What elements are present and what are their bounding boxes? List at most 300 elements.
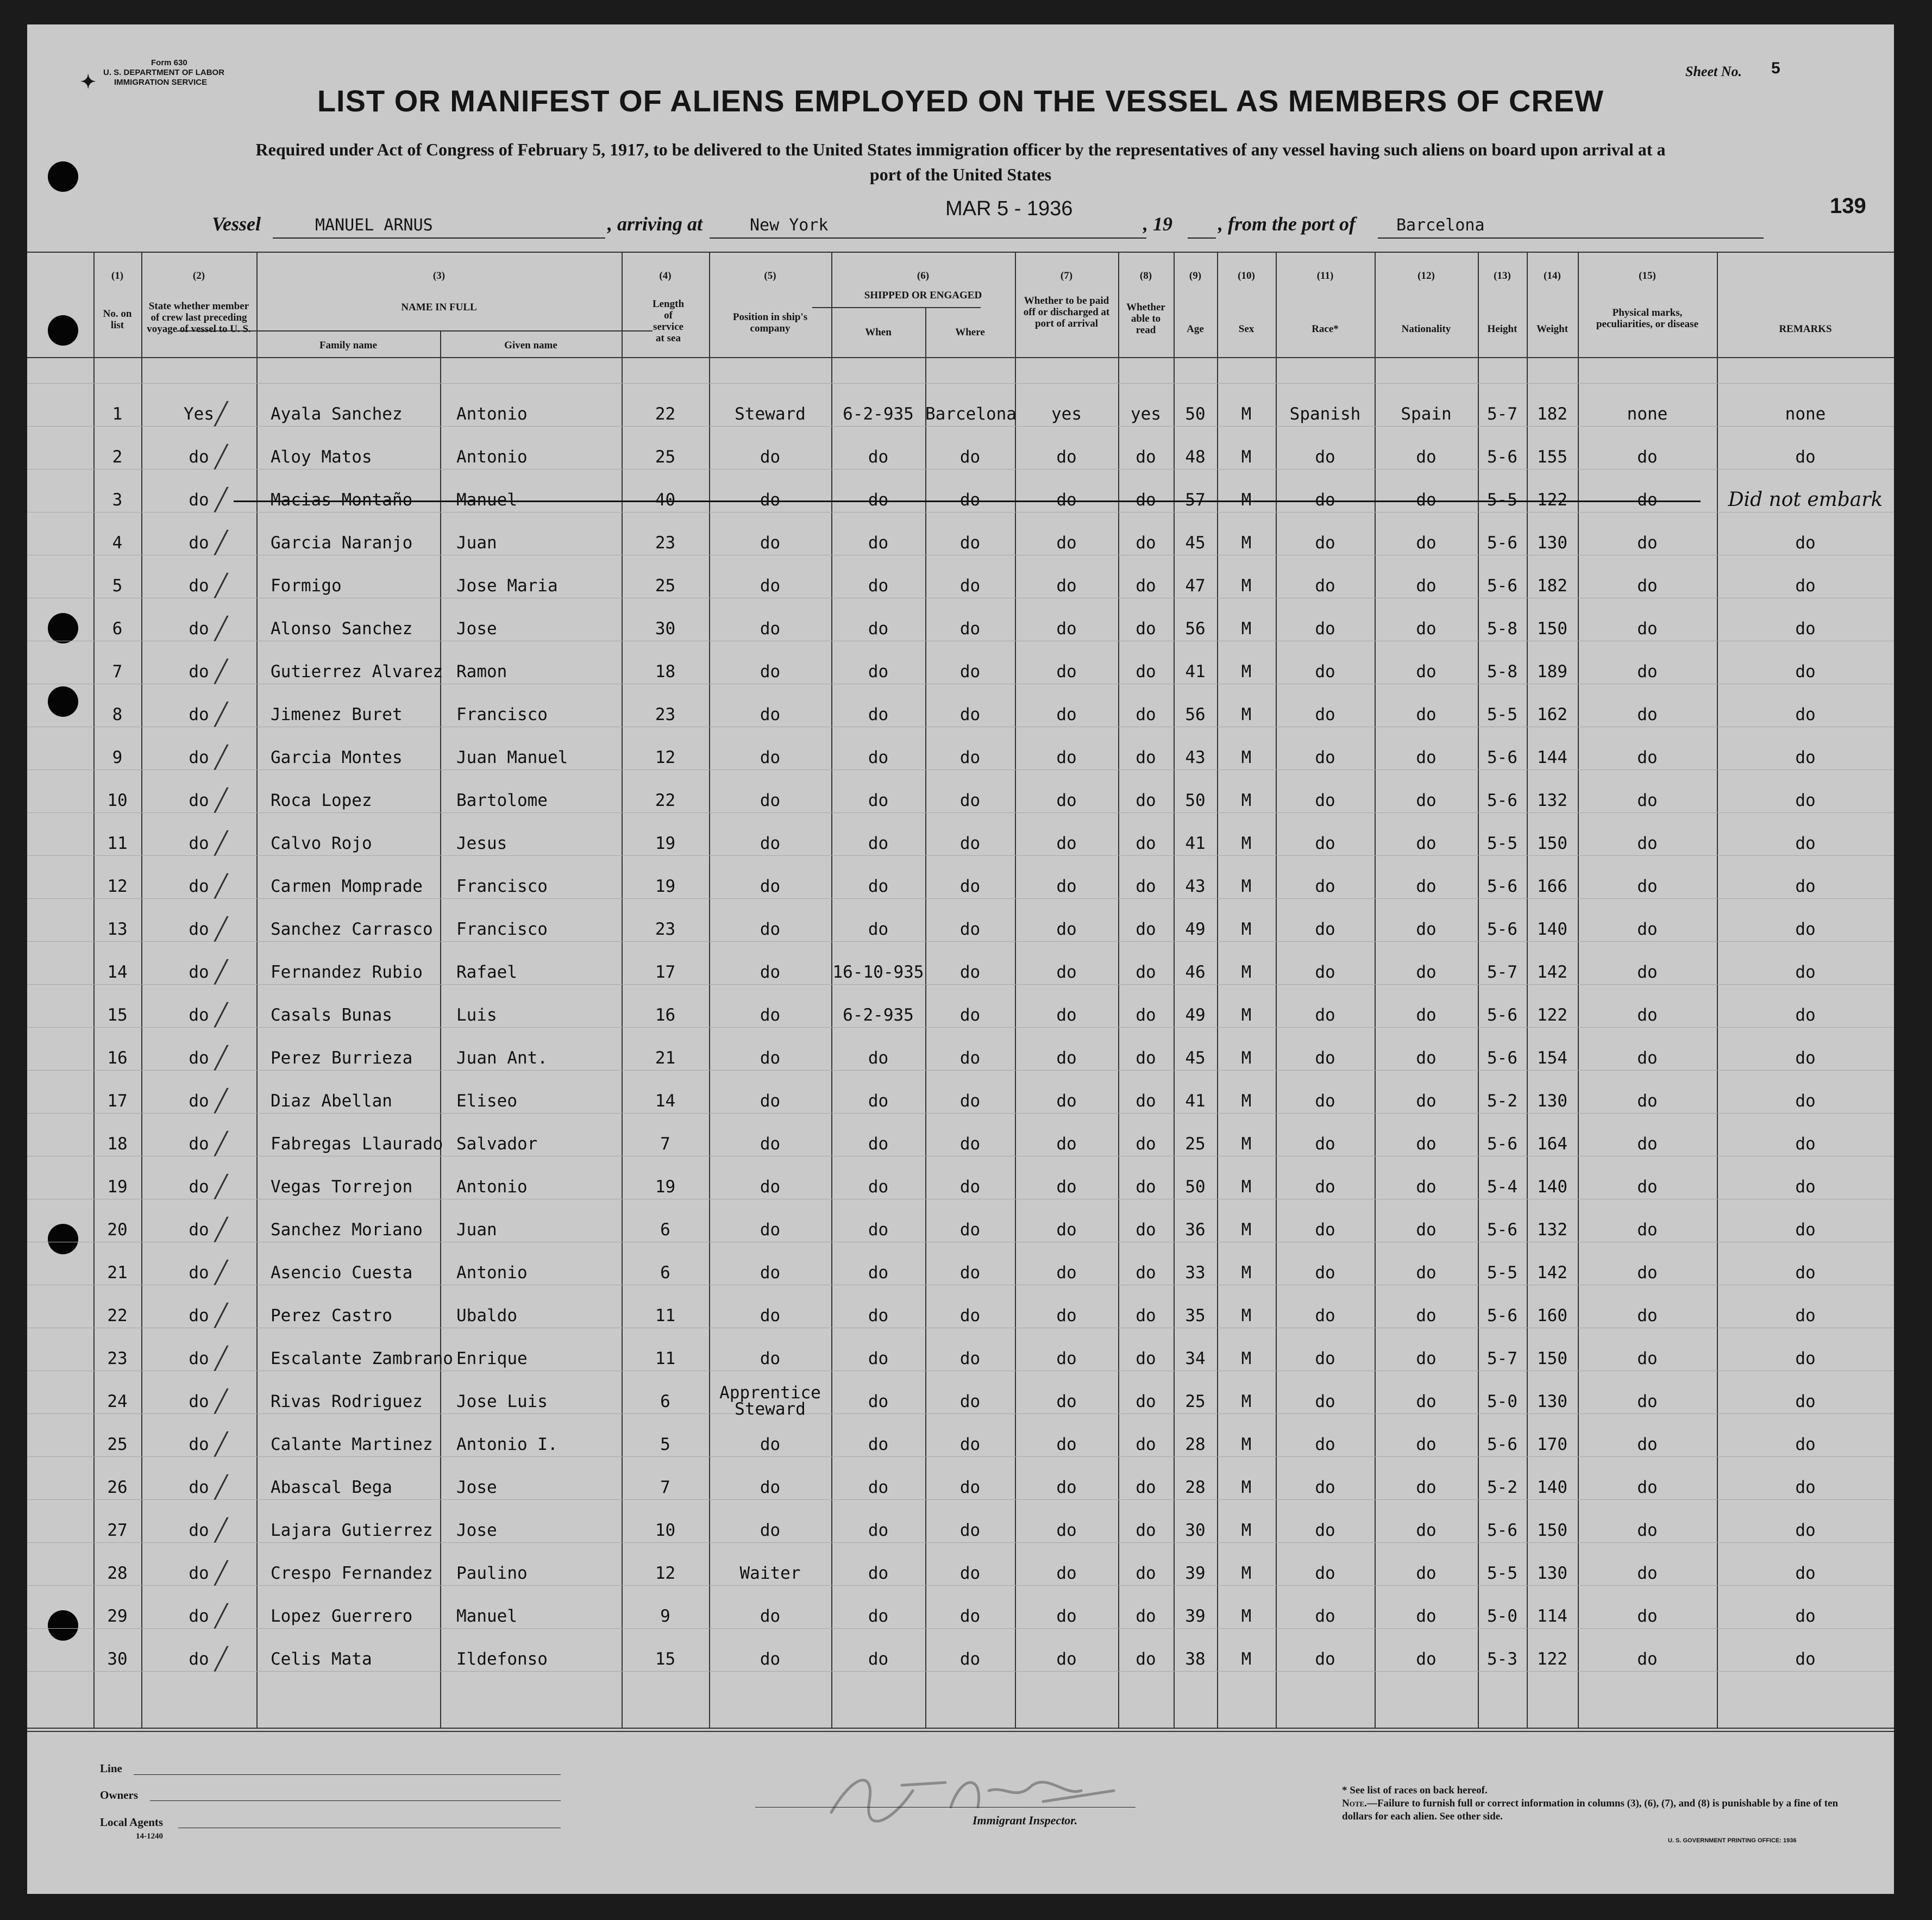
cell-previous-voyage: do [189, 705, 209, 724]
cell-family-name: Diaz Abellan [271, 1091, 392, 1111]
cell-height: 5-6 [1487, 533, 1517, 553]
cell-able-to-read: do [1136, 619, 1156, 639]
cell-nationality: do [1416, 1435, 1437, 1454]
cell-nationality: do [1416, 1177, 1437, 1197]
cell-ship-position: do [760, 619, 781, 639]
cell-height: 5-6 [1487, 1220, 1517, 1240]
cell-engaged-when: do [868, 1521, 889, 1540]
cell-given-name: Jose [456, 1478, 497, 1497]
cell-given-name: Antonio [456, 1177, 528, 1197]
cell-engaged-when: do [868, 1306, 889, 1325]
cell-sex: M [1241, 920, 1252, 939]
cell-engaged-where: do [959, 1048, 981, 1068]
cell-age: 39 [1185, 1606, 1206, 1626]
cell-nationality: do [1416, 1521, 1437, 1540]
line-label: Line [100, 1762, 122, 1775]
cell-physical-marks: do [1637, 533, 1658, 553]
cell-paid-off: do [1056, 1048, 1077, 1068]
year-label: , 19 [1143, 213, 1172, 235]
cell-engaged-where: do [959, 748, 981, 767]
col-12-number: (12) [1417, 270, 1435, 282]
check-mark-icon: ╱ [215, 1561, 228, 1585]
cell-years-at-sea: 7 [660, 1134, 670, 1154]
cell-ship-position: do [760, 1606, 781, 1626]
check-mark-icon: ╱ [215, 617, 228, 641]
cell-engaged-when: do [868, 748, 889, 767]
manifest-sheet [27, 24, 1894, 1894]
cell-weight: 132 [1537, 1220, 1567, 1240]
cell-ship-position: do [760, 791, 781, 810]
cell-race: do [1315, 1478, 1335, 1497]
cell-given-name: Jesus [456, 834, 507, 853]
cell-remarks: do [1795, 1263, 1816, 1283]
cell-sex: M [1241, 1005, 1252, 1025]
cell-able-to-read: do [1136, 1177, 1156, 1197]
cell-engaged-when: 16-10-935 [832, 962, 924, 982]
cell-engaged-when: do [868, 1177, 889, 1197]
cell-engaged-when: do [868, 1048, 889, 1068]
cell-nationality: do [1416, 1220, 1437, 1240]
cell-race: do [1315, 748, 1335, 767]
cell-physical-marks: do [1637, 662, 1658, 681]
cell-race: do [1315, 1220, 1335, 1240]
cell-family-name: Garcia Naranjo [271, 533, 413, 553]
cell-physical-marks: do [1637, 1048, 1658, 1068]
cell-weight: 140 [1537, 920, 1567, 939]
cell-race: do [1315, 1521, 1335, 1540]
cell-remarks: do [1795, 834, 1816, 853]
cell-family-name: Casals Bunas [271, 1005, 392, 1025]
cell-able-to-read: do [1136, 1134, 1156, 1154]
cell-row-number: 15 [107, 1005, 128, 1025]
cell-row-number: 24 [107, 1392, 128, 1411]
cell-years-at-sea: 22 [655, 791, 676, 810]
cell-remarks: do [1795, 533, 1816, 553]
cell-paid-off: yes [1051, 404, 1082, 424]
cell-row-number: 1 [112, 404, 123, 424]
cell-height: 5-5 [1487, 490, 1517, 510]
cell-paid-off: do [1056, 1134, 1077, 1154]
cell-ship-position: do [760, 1521, 781, 1540]
cell-row-number: 14 [107, 962, 128, 982]
cell-physical-marks: none [1627, 404, 1668, 424]
col-5-header: Position in ship's company [732, 311, 808, 334]
cell-height: 5-3 [1487, 1649, 1517, 1669]
cell-paid-off: do [1056, 447, 1077, 467]
cell-family-name: Celis Mata [271, 1649, 372, 1669]
cell-years-at-sea: 6 [660, 1220, 670, 1240]
cell-height: 5-0 [1487, 1606, 1517, 1626]
eagle-seal-icon: ✦ [80, 72, 96, 92]
cell-nationality: do [1416, 1563, 1437, 1583]
cell-previous-voyage: do [189, 1563, 209, 1583]
cell-race: do [1315, 1306, 1335, 1325]
cell-weight: 160 [1537, 1306, 1567, 1325]
cell-years-at-sea: 22 [655, 404, 676, 424]
cell-sex: M [1241, 533, 1252, 553]
cell-physical-marks: do [1637, 705, 1658, 724]
cell-previous-voyage: do [189, 791, 209, 810]
cell-given-name: Antonio [456, 1263, 528, 1283]
cell-engaged-where: do [959, 705, 981, 724]
check-mark-icon: ╱ [215, 1475, 228, 1499]
cell-family-name: Jimenez Buret [271, 705, 403, 724]
col-13-number: (13) [1494, 270, 1511, 282]
cell-family-name: Calvo Rojo [271, 834, 372, 853]
cell-row-number: 25 [107, 1435, 128, 1454]
cell-physical-marks: do [1637, 1005, 1658, 1025]
cell-able-to-read: do [1136, 1606, 1156, 1626]
cell-given-name: Antonio [456, 447, 528, 467]
cell-ship-position: Steward [735, 404, 806, 424]
col-2-number: (2) [192, 270, 205, 282]
cell-remarks: do [1795, 1606, 1816, 1626]
cell-height: 5-4 [1487, 1177, 1517, 1197]
cell-able-to-read: do [1136, 1091, 1156, 1111]
cell-remarks: do [1795, 1649, 1816, 1669]
check-mark-icon: ╱ [215, 1433, 228, 1456]
cell-nationality: do [1416, 1478, 1437, 1497]
arriving-label: , arriving at [607, 213, 703, 235]
cell-years-at-sea: 19 [655, 1177, 676, 1197]
cell-given-name: Francisco [456, 705, 548, 724]
cell-engaged-where: do [959, 962, 981, 982]
cell-given-name: Manuel [456, 1606, 517, 1626]
cell-age: 47 [1185, 576, 1206, 596]
cell-row-number: 16 [107, 1048, 128, 1068]
cell-row-number: 8 [112, 705, 123, 724]
cell-previous-voyage: do [189, 1349, 209, 1368]
cell-engaged-when: do [868, 1220, 889, 1240]
cell-physical-marks: do [1637, 748, 1658, 767]
col-5-number: (5) [764, 270, 776, 282]
cell-given-name: Paulino [456, 1563, 528, 1583]
cell-paid-off: do [1056, 1478, 1077, 1497]
cell-engaged-where: do [959, 791, 981, 810]
cell-weight: 142 [1537, 962, 1567, 982]
cell-nationality: do [1416, 662, 1437, 681]
cell-age: 57 [1185, 490, 1206, 510]
cell-engaged-when: do [868, 791, 889, 810]
cell-physical-marks: do [1637, 1392, 1658, 1411]
cell-sex: M [1241, 748, 1252, 767]
cell-remarks: do [1795, 791, 1816, 810]
cell-engaged-where: do [959, 1091, 981, 1111]
cell-physical-marks: do [1637, 1521, 1658, 1540]
cell-race: do [1315, 1005, 1335, 1025]
cell-years-at-sea: 18 [655, 662, 676, 681]
check-mark-icon: ╱ [215, 789, 228, 812]
cell-ship-position: do [760, 705, 781, 724]
page-subtitle: Required under Act of Congress of February 5, 1917, to be delivered to the United States immigration officer by the representatives of any vessel having such aliens on board upon arrival at a [255, 140, 1666, 159]
cell-engaged-when: do [868, 1435, 889, 1454]
race-footnote: * See list of races on back hereof. [1342, 1785, 1488, 1796]
cell-nationality: do [1416, 1306, 1437, 1325]
cell-able-to-read: do [1136, 1048, 1156, 1068]
cell-sex: M [1241, 705, 1252, 724]
cell-sex: M [1241, 576, 1252, 596]
cell-nationality: do [1416, 619, 1437, 639]
cell-row-number: 18 [107, 1134, 128, 1154]
binder-hole [48, 1610, 78, 1641]
cell-engaged-when: do [868, 920, 889, 939]
cell-ship-position: do [760, 576, 781, 596]
cell-race: do [1315, 877, 1335, 896]
cell-height: 5-6 [1487, 877, 1517, 896]
sheet-number-label: Sheet No. [1685, 64, 1742, 79]
check-mark-icon: ╱ [215, 1175, 228, 1199]
cell-race: do [1315, 490, 1335, 510]
cell-family-name: Fabregas Llaurado [271, 1134, 443, 1154]
col-15-number: (15) [1639, 270, 1656, 282]
check-mark-icon: ╱ [215, 1518, 228, 1542]
cell-years-at-sea: 6 [660, 1392, 670, 1411]
col-1-header: No. on list [103, 308, 132, 331]
cell-sex: M [1241, 1606, 1252, 1626]
cell-remarks: do [1795, 576, 1816, 596]
check-mark-icon: ╱ [215, 917, 228, 941]
cell-given-name: Juan Ant. [456, 1048, 548, 1068]
cell-paid-off: do [1056, 1263, 1077, 1283]
col-15-header: Physical marks, peculiarities, or disease [1596, 307, 1699, 330]
cell-given-name: Francisco [456, 877, 548, 896]
cell-given-name: Jose Maria [456, 576, 558, 596]
cell-weight: 114 [1537, 1606, 1567, 1626]
cell-previous-voyage: do [189, 834, 209, 853]
cell-sex: M [1241, 1521, 1252, 1540]
col-11-header: Race* [1312, 323, 1339, 335]
cell-years-at-sea: 12 [655, 748, 676, 767]
cell-age: 46 [1185, 962, 1206, 982]
cell-previous-voyage: do [189, 1177, 209, 1197]
cell-paid-off: do [1056, 662, 1077, 681]
cell-row-number: 11 [107, 834, 128, 853]
cell-engaged-where: Barcelona [925, 404, 1017, 424]
cell-weight: 144 [1537, 748, 1567, 767]
cell-engaged-where: do [959, 1134, 981, 1154]
cell-engaged-where: do [959, 1005, 981, 1025]
cell-engaged-when: do [868, 1091, 889, 1111]
cell-race: do [1315, 1563, 1335, 1583]
cell-physical-marks: do [1637, 1263, 1658, 1283]
cell-weight: 122 [1537, 490, 1567, 510]
cell-weight: 130 [1537, 1091, 1567, 1111]
cell-remarks: do [1795, 447, 1816, 467]
cell-engaged-when: do [868, 1649, 889, 1669]
cell-given-name: Ramon [456, 662, 507, 681]
cell-nationality: do [1416, 748, 1437, 767]
cell-able-to-read: do [1136, 834, 1156, 853]
cell-remarks: do [1795, 1349, 1816, 1368]
cell-sex: M [1241, 791, 1252, 810]
cell-previous-voyage: do [189, 1005, 209, 1025]
cell-weight: 150 [1537, 619, 1567, 639]
cell-paid-off: do [1056, 1563, 1077, 1583]
cell-ship-position: do [760, 1177, 781, 1197]
cell-remarks: do [1795, 1177, 1816, 1197]
cell-age: 30 [1185, 1521, 1206, 1540]
cell-race: do [1315, 447, 1335, 467]
cell-age: 35 [1185, 1306, 1206, 1325]
cell-age: 56 [1185, 705, 1206, 724]
cell-remarks: do [1795, 705, 1816, 724]
cell-engaged-where: do [959, 1606, 981, 1626]
cell-weight: 189 [1537, 662, 1567, 681]
check-mark-icon: ╱ [215, 1046, 228, 1070]
cell-ship-position: do [760, 1306, 781, 1325]
cell-remarks: do [1795, 1005, 1816, 1025]
cell-row-number: 22 [107, 1306, 128, 1325]
cell-paid-off: do [1056, 834, 1077, 853]
cell-engaged-where: do [959, 1220, 981, 1240]
cell-engaged-when: do [868, 490, 889, 510]
cell-paid-off: do [1056, 1306, 1077, 1325]
cell-family-name: Abascal Bega [271, 1478, 392, 1497]
cell-able-to-read: do [1136, 1349, 1156, 1368]
strike-through-line [234, 501, 1701, 502]
cell-ship-position: do [760, 748, 781, 767]
cell-age: 41 [1185, 662, 1206, 681]
cell-sex: M [1241, 1091, 1252, 1111]
cell-age: 41 [1185, 834, 1206, 853]
cell-engaged-where: do [959, 1349, 981, 1368]
cell-sex: M [1241, 1134, 1252, 1154]
cell-weight: 132 [1537, 791, 1567, 810]
cell-physical-marks: do [1637, 1177, 1658, 1197]
cell-height: 5-2 [1487, 1091, 1517, 1111]
cell-nationality: do [1416, 490, 1437, 510]
cell-height: 5-6 [1487, 576, 1517, 596]
cell-able-to-read: do [1136, 1478, 1156, 1497]
cell-age: 28 [1185, 1435, 1206, 1454]
cell-paid-off: do [1056, 791, 1077, 810]
cell-engaged-where: do [959, 533, 981, 553]
cell-years-at-sea: 5 [660, 1435, 670, 1454]
cell-engaged-when: do [868, 834, 889, 853]
cell-height: 5-6 [1487, 920, 1517, 939]
cell-race: do [1315, 1263, 1335, 1283]
cell-previous-voyage: Yes [184, 404, 214, 424]
cell-previous-voyage: do [189, 619, 209, 639]
cell-engaged-where: do [959, 490, 981, 510]
cell-remarks: do [1795, 920, 1816, 939]
check-mark-icon: ╱ [215, 703, 228, 727]
cell-age: 43 [1185, 877, 1206, 896]
cell-row-number: 23 [107, 1349, 128, 1368]
cell-row-number: 9 [112, 748, 123, 767]
cell-age: 56 [1185, 619, 1206, 639]
cell-age: 36 [1185, 1220, 1206, 1240]
cell-previous-voyage: do [189, 1048, 209, 1068]
cell-engaged-where: do [959, 1649, 981, 1669]
check-mark-icon: ╱ [215, 1647, 228, 1671]
col-3-number: (3) [432, 270, 446, 282]
cell-family-name: Gutierrez Alvarez [271, 662, 443, 681]
check-mark-icon: ╱ [215, 1003, 228, 1027]
cell-engaged-where: do [959, 1435, 981, 1454]
cell-sex: M [1241, 1177, 1252, 1197]
binder-hole [48, 686, 78, 717]
cell-family-name: Formigo [271, 576, 342, 596]
cell-height: 5-6 [1487, 1048, 1517, 1068]
cell-engaged-where: do [959, 662, 981, 681]
cell-row-number: 29 [107, 1606, 128, 1626]
cell-family-name: Ayala Sanchez [271, 404, 403, 424]
cell-nationality: do [1416, 877, 1437, 896]
cell-race: do [1315, 1091, 1335, 1111]
cell-sex: M [1241, 877, 1252, 896]
cell-paid-off: do [1056, 1435, 1077, 1454]
cell-ship-position: do [760, 1005, 781, 1025]
cell-age: 45 [1185, 533, 1206, 553]
cell-engaged-when: do [868, 1563, 889, 1583]
cell-remarks: do [1795, 877, 1816, 896]
check-mark-icon: ╱ [215, 1304, 228, 1328]
cell-ship-position: do [760, 1134, 781, 1154]
cell-years-at-sea: 12 [655, 1563, 676, 1583]
cell-previous-voyage: do [189, 533, 209, 553]
cell-given-name: Manuel [456, 490, 517, 510]
cell-years-at-sea: 19 [655, 877, 676, 896]
check-mark-icon: ╱ [215, 488, 228, 512]
arrival-date-stamp: MAR 5 - 1936 [945, 197, 1073, 220]
cell-height: 5-6 [1487, 791, 1517, 810]
cell-age: 48 [1185, 447, 1206, 467]
cell-row-number: 2 [112, 447, 123, 467]
cell-height: 5-5 [1487, 1263, 1517, 1283]
cell-years-at-sea: 14 [655, 1091, 676, 1111]
cell-remarks: do [1795, 1563, 1816, 1583]
cell-ship-position: do [760, 490, 781, 510]
cell-remarks: do [1795, 1392, 1816, 1411]
cell-paid-off: do [1056, 1091, 1077, 1111]
cell-remarks: none [1785, 404, 1826, 424]
check-mark-icon: ╱ [215, 1132, 228, 1156]
inspector-label: Immigrant Inspector. [973, 1813, 1078, 1827]
cell-able-to-read: do [1136, 1263, 1156, 1283]
vessel-name: MANUEL ARNUS [315, 216, 433, 235]
cell-previous-voyage: do [189, 1606, 209, 1626]
col-8-header: Whether able to read [1126, 302, 1165, 336]
cell-age: 28 [1185, 1478, 1206, 1497]
cell-given-name: Salvador [456, 1134, 538, 1154]
cell-nationality: do [1416, 1005, 1437, 1025]
cell-sex: M [1241, 1306, 1252, 1325]
cell-engaged-where: do [959, 1177, 981, 1197]
cell-age: 49 [1185, 1005, 1206, 1025]
check-mark-icon: ╱ [215, 1089, 228, 1113]
cell-engaged-where: do [959, 920, 981, 939]
cell-years-at-sea: 25 [655, 447, 676, 467]
cell-paid-off: do [1056, 533, 1077, 553]
cell-sex: M [1241, 1220, 1252, 1240]
cell-given-name: Juan [456, 533, 497, 553]
cell-row-number: 5 [112, 576, 123, 596]
cell-paid-off: do [1056, 1220, 1077, 1240]
penalty-note [1342, 1797, 1858, 1823]
cell-ship-position: do [760, 1478, 781, 1497]
col-14-header: Weight [1536, 323, 1569, 335]
cell-years-at-sea: 17 [655, 962, 676, 982]
col-9-number: (9) [1189, 270, 1202, 282]
cell-family-name: Escalante Zambrano [271, 1349, 453, 1368]
cell-previous-voyage: do [189, 1220, 209, 1240]
cell-able-to-read: do [1136, 1563, 1156, 1583]
cell-given-name: Jose [456, 619, 497, 639]
cell-previous-voyage: do [189, 877, 209, 896]
cell-able-to-read: do [1136, 920, 1156, 939]
cell-row-number: 19 [107, 1177, 128, 1197]
